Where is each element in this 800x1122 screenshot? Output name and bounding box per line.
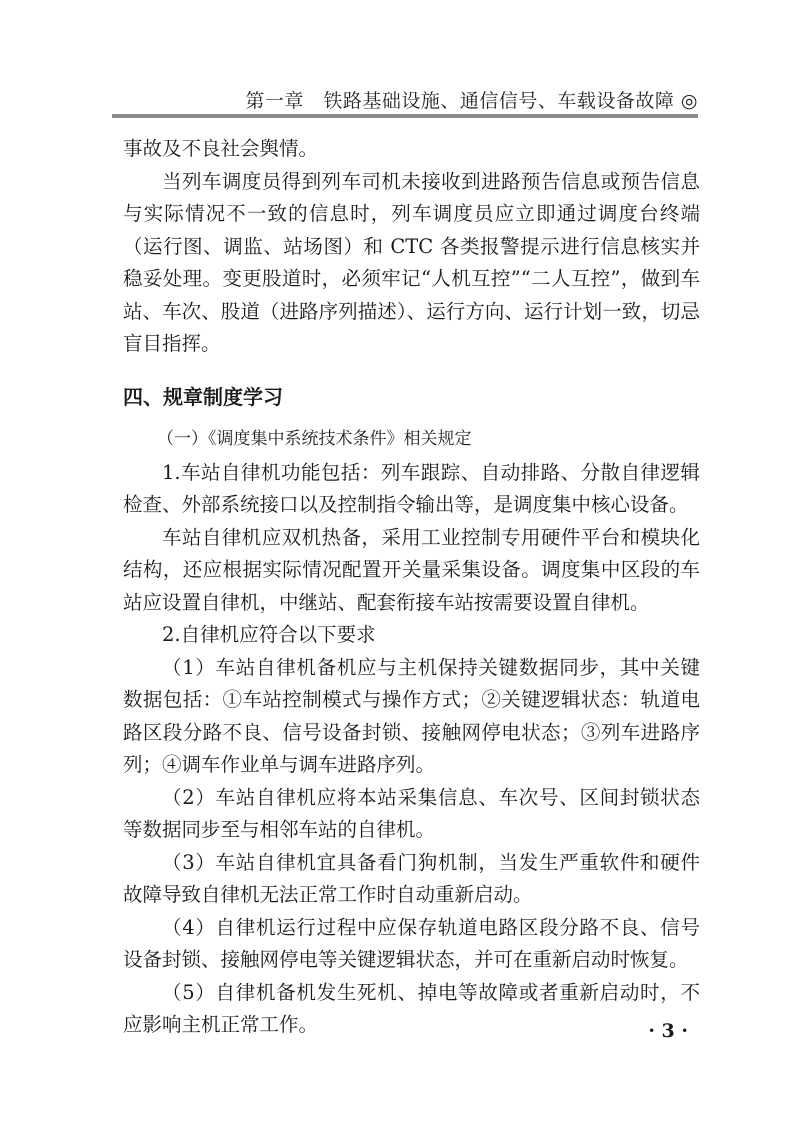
- list-item: （5）自律机备机发生死机、掉电等故障或者重新启动时，不应影响主机正常工作。: [123, 980, 700, 1036]
- list-item: （2）车站自律机应将本站采集信息、车次号、区间封锁状态等数据同步至与相邻车站的自律机。: [123, 785, 700, 841]
- paragraph-continuation: 事故及不良社会舆情。: [123, 137, 319, 160]
- page-number: · 3 ·: [648, 1020, 688, 1042]
- running-header: [112, 82, 698, 118]
- paragraph: 1.车站自律机功能包括：列车跟踪、自动排路、分散自律逻辑检查、外部系统接口以及控制指令输出等，是调度集中核心设备。: [123, 460, 700, 516]
- paragraph: 当列车调度员得到列车司机未接收到进路预告信息或预告信息与实际情况不一致的信息时，列车调度员应立即通过调度台终端（运行图、调监、站场图）和 CTC 各类报警提示进行信息核实并稳妥处理。变更股道时，必须牢记“人机互控”“二人互控”，做到车站、车次、股道（进路序列描述）、运行方向、运行计划一致，切忌盲目指挥。: [123, 169, 700, 355]
- paragraph: 车站自律机应双机热备，采用工业控制专用硬件平台和模块化结构，还应根据实际情况配置开关量采集设备。调度集中区段的车站应设置自律机，中继站、配套衔接车站按需要设置自律机。: [123, 525, 700, 614]
- list-heading: 2.自律机应符合以下要求: [162, 623, 376, 646]
- header-rule: [112, 114, 698, 118]
- sub-heading: （一）《调度集中系统技术条件》相关规定: [157, 428, 472, 449]
- list-item: （3）车站自律机宜具备看门狗机制，当发生严重软件和硬件故障导致自律机无法正常工作时自动重新启动。: [123, 850, 700, 906]
- list-item: （1）车站自律机备机应与主机保持关键数据同步，其中关键数据包括：①车站控制模式与操作方式；②关键逻辑状态：轨道电路区段分路不良、信号设备封锁、接触网停电状态；③列车进路序列；④调车作业单与调车进路序列。: [123, 655, 700, 776]
- list-item: （4）自律机运行过程中应保存轨道电路区段分路不良、信号设备封锁、接触网停电等关键逻辑状态，并可在重新启动时恢复。: [123, 915, 700, 971]
- section-heading: 四、规章制度学习: [123, 384, 283, 409]
- page-body: [123, 133, 700, 1042]
- chapter-title: 第一章 铁路基础设施、通信信号、车载设备故障 ◎: [245, 90, 698, 112]
